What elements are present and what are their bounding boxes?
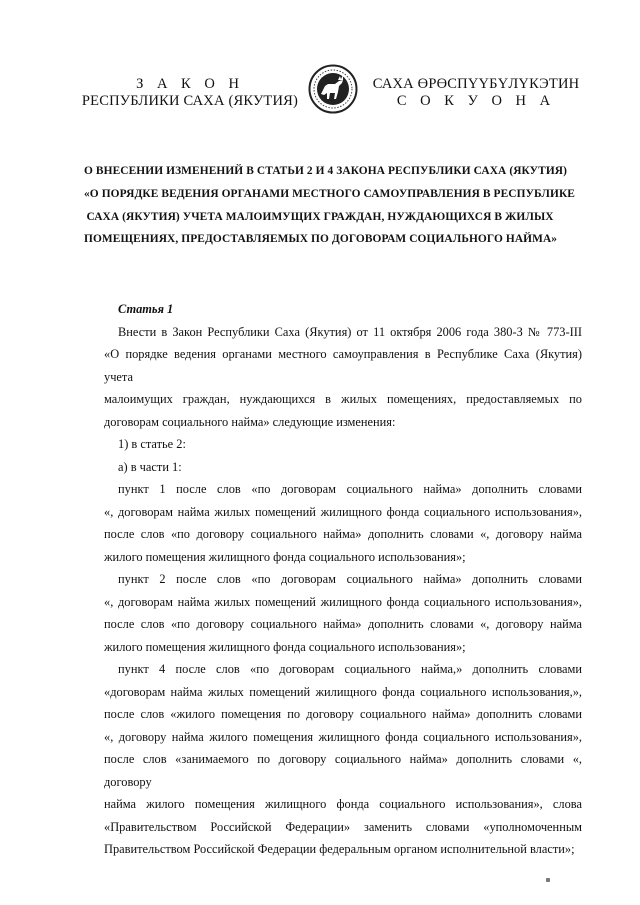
body-line-9: после слов «по договору социального найма» дополнить словами «, договору найма [104,527,582,541]
title-line-3: САХА (ЯКУТИЯ) УЧЕТА МАЛОИМУЩИХ ГРАЖДАН, НУЖДАЮЩИХСЯ В ЖИЛЫХ [86,210,554,223]
body-line-14: жилого помещения жилищного фонда социального использования»; [104,639,466,654]
header-right-line2: С О К У О Н А [396,93,556,109]
header-left [80,76,300,110]
body-line-6: а) в части 1: [118,459,182,474]
body-line-21: «Правительством Российской Федерации» заменить словами «уполномоченным [104,819,582,834]
document-title [84,160,575,251]
header-left-line2: РЕСПУБЛИКИ САХА (ЯКУТИЯ) [81,93,299,109]
header-right-line1: САХА ӨРӨСПҮҮБҮЛҮКЭТИН [372,76,580,92]
body-line-18: «, договору найма жилого помещения жилищного фонда социального использования», [104,729,582,744]
body-line-17: после слов «жилого помещения по договору социального найма» дополнить словами [104,707,582,721]
body-line-13: после слов «по договору социального найма» дополнить словами «, договору найма [104,617,582,631]
body-line-16: «договорам найма жилых помещений жилищного фонда социального использования,», [104,684,582,699]
header-left-line1: З А К О Н [136,76,244,92]
body-line-5: 1) в статье 2: [118,437,186,451]
body-line-15: пункт 4 после слов «по договорам социального найма,» дополнить словами [118,662,582,676]
body-line-2: «О порядке ведения органами местного самоуправления в Республике Саха (Якутия) учета [104,347,582,384]
body-line-22: Правительством Российской Федерации федеральным органом исполнительной власти»; [104,842,575,856]
header-right [366,76,586,110]
scan-mark [546,878,550,882]
article-heading: Статья 1 [118,302,174,316]
body-line-4: договорам социального найма» следующие изменения: [104,414,396,429]
body-line-19: после слов «занимаемого по договору социального найма» дополнить словами «, договору [104,752,582,789]
title-line-2: «О ПОРЯДКЕ ВЕДЕНИЯ ОРГАНАМИ МЕСТНОГО САМОУПРАВЛЕНИЯ В РЕСПУБЛИКЕ [84,187,575,200]
document-body [104,298,582,861]
body-line-7: пункт 1 после слов «по договорам социального найма» дополнить словами [118,482,582,496]
body-line-10: жилого помещения жилищного фонда социального использования»; [104,549,466,564]
body-line-20: найма жилого помещения жилищного фонда социального использования», слова [104,797,582,811]
title-line-4: ПОМЕЩЕНИЯХ, ПРЕДОСТАВЛЯЕМЫХ ПО ДОГОВОРАМ СОЦИАЛЬНОГО НАЙМА» [84,233,558,246]
title-line-1: О ВНЕСЕНИИ ИЗМЕНЕНИЙ В СТАТЬИ 2 И 4 ЗАКОНА РЕСПУБЛИКИ САХА (ЯКУТИЯ) [84,165,568,177]
body-line-1: Внести в Закон Республики Саха (Якутия) от 11 октября 2006 года 380-З № 773-III [118,324,582,339]
body-line-12: «, договорам найма жилых помещений жилищного фонда социального использования», [104,594,582,609]
body-line-11: пункт 2 после слов «по договорам социального найма» дополнить словами [118,572,582,586]
body-line-3: малоимущих граждан, нуждающихся в жилых помещениях, предоставляемых по [104,392,582,406]
body-line-8: «, договорам найма жилых помещений жилищного фонда социального использования», [104,504,582,519]
sakha-coat-of-arms-icon [308,64,358,114]
